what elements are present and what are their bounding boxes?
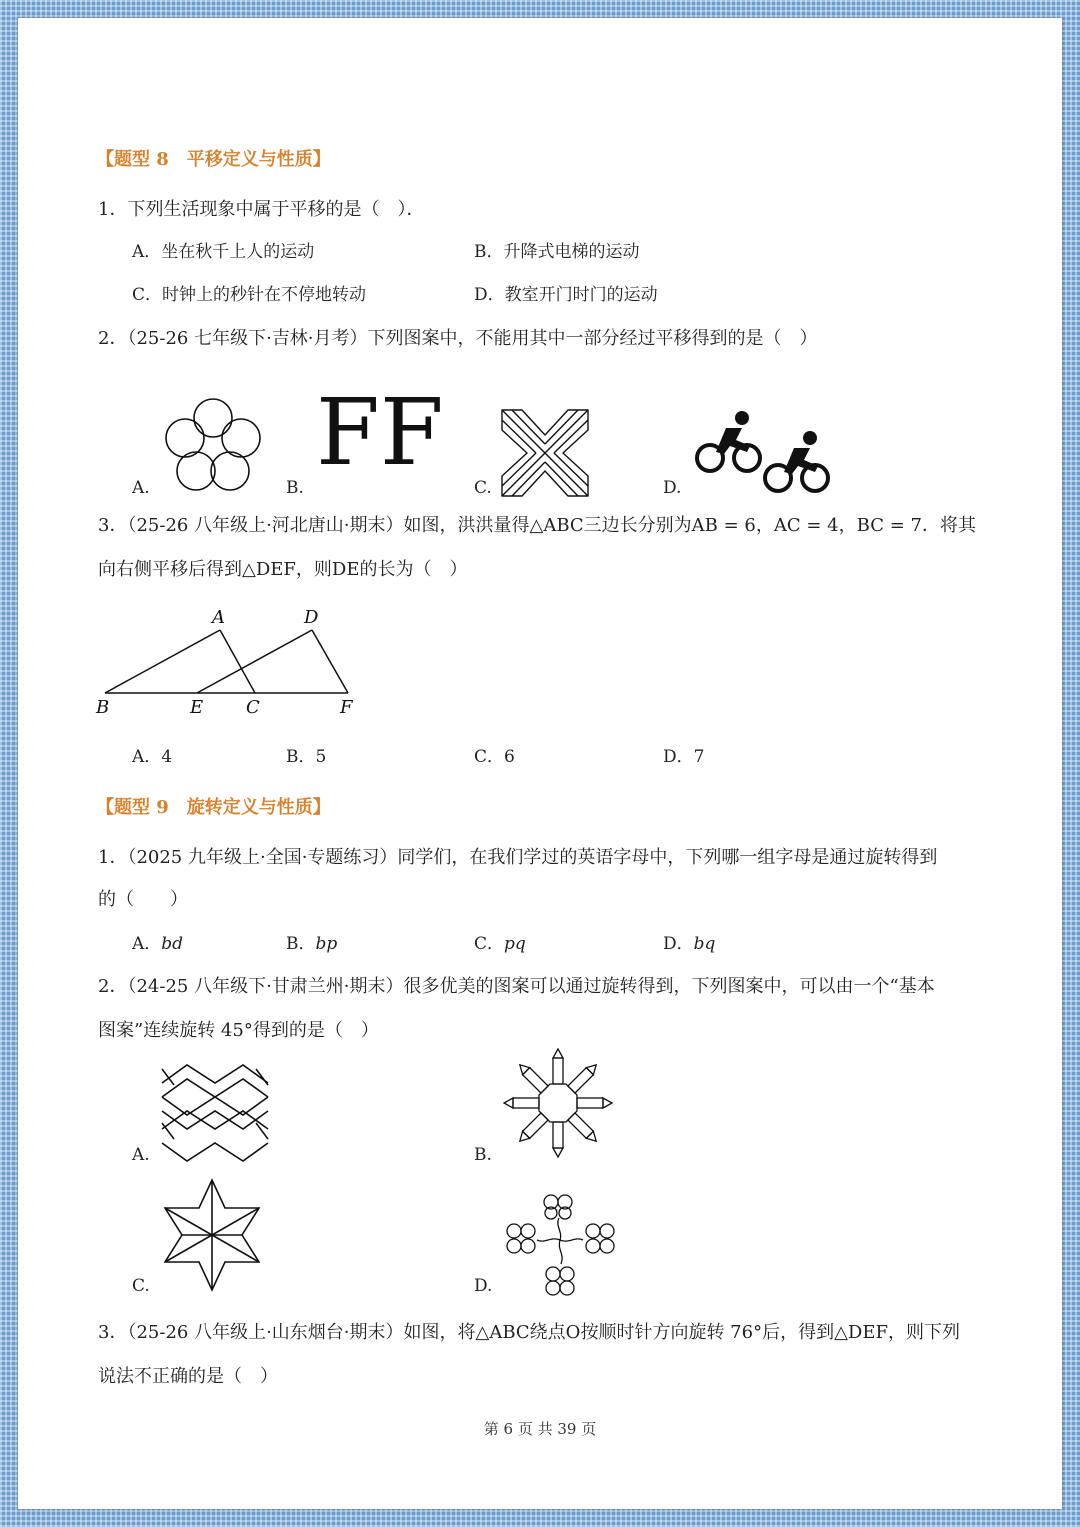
q8-2-figure-d-cyclists: [692, 406, 842, 496]
q9-1-line-1: 1．（2025 九年级上·全国·专题练习）同学们，在我们学过的英语字母中，下列哪一组字母是通过旋转得到: [98, 847, 938, 868]
q8-2-label-d: D.: [663, 478, 682, 498]
point-e-label: E: [190, 697, 204, 718]
q9-1-line-2: 的（ ）: [98, 889, 188, 910]
q8-3-line-2: 向右侧平移后得到△DEF，则DE的长为（ ）: [98, 559, 468, 580]
q8-3-segment-de: [197, 630, 312, 693]
q8-3-option-d: D．7: [663, 747, 705, 767]
q9-2-label-d: D.: [474, 1276, 493, 1296]
q8-2-figure-c-folded-cross: [500, 408, 590, 498]
q8-3-option-a: A．4: [132, 747, 173, 767]
q9-2-figure-c-rhombus-star: [160, 1178, 264, 1292]
q9-3-line-1: 3．（25-26 八年级上·山东烟台·期末）如图，将△ABC绕点O按顺时针方向旋转 76°后，得到△DEF，则下列: [98, 1322, 960, 1343]
section-9-title: 【题型 9 旋转定义与性质】: [96, 797, 331, 818]
q8-3-option-b: B．5: [286, 747, 327, 767]
q8-2-figure-b-text: FF: [316, 379, 444, 486]
q8-1-option-b: B．升降式电梯的运动: [474, 242, 640, 262]
q8-2-label-c: C.: [474, 478, 492, 498]
q9-2-label-b: B.: [474, 1145, 492, 1165]
q8-3-option-c: C．6: [474, 747, 515, 767]
q9-2-label-c: C.: [132, 1276, 150, 1296]
q8-2-label-b: B.: [286, 478, 304, 498]
q8-1-option-c: C．时钟上的秒针在不停地转动: [132, 285, 367, 305]
worksheet-page: [18, 18, 1062, 1509]
q8-2-figure-b-letters: [314, 379, 444, 486]
q9-1-option-a: A．bd: [132, 934, 184, 954]
q8-3-segment-df: [312, 630, 348, 693]
q8-3-triangle-figure: [88, 603, 388, 723]
q8-2-figure-a-five-circles: [158, 396, 268, 496]
q9-2-line-1: 2．（24-25 八年级下·甘肃兰州·期末）很多优美的图案可以通过旋转得到，下列图案中，可以由一个“基本: [98, 976, 935, 997]
q9-1-option-d: D．bq: [663, 934, 716, 954]
q8-3-segment-ac: [220, 630, 255, 693]
q8-3-segment-ab: [105, 630, 220, 693]
point-f-label: F: [340, 697, 353, 718]
q9-2-figure-d-clovers: [503, 1188, 618, 1296]
section-8-title: 【题型 8 平移定义与性质】: [96, 149, 331, 170]
q9-3-line-2: 说法不正确的是（ ）: [98, 1366, 278, 1387]
point-b-label: B: [96, 697, 110, 718]
q8-1-option-d: D．教室开门时门的运动: [474, 285, 658, 305]
q9-2-line-2: 图案”连续旋转 45°得到的是（ ）: [98, 1020, 379, 1041]
q9-1-option-c: C．pq: [474, 934, 526, 954]
q8-1-option-a: A．坐在秋千上人的运动: [132, 242, 315, 262]
q9-2-figure-b-pencil-star: [503, 1048, 613, 1158]
q9-2-label-a: A.: [132, 1145, 150, 1165]
q8-2-label-a: A.: [132, 478, 150, 498]
q8-3-line-1: 3．（25-26 八年级上·河北唐山·期末）如图，洪洪量得△ABC三边长分别为AB = 6，AC = 4，BC = 7．将其: [98, 515, 976, 536]
page-footer: 第 6 页 共 39 页: [483, 1420, 597, 1438]
q8-1-stem: 1．下列生活现象中属于平移的是（ ）．: [98, 199, 425, 220]
point-c-label: C: [246, 697, 260, 718]
point-d-label: D: [304, 607, 319, 628]
q9-2-figure-a-zigzag: [160, 1063, 270, 1163]
q9-1-option-b: B．bp: [286, 934, 338, 954]
point-a-label: A: [212, 607, 225, 628]
q8-2-stem: 2．（25-26 七年级下·吉林·月考）下列图案中，不能用其中一部分经过平移得到的是（ ）: [98, 328, 818, 349]
